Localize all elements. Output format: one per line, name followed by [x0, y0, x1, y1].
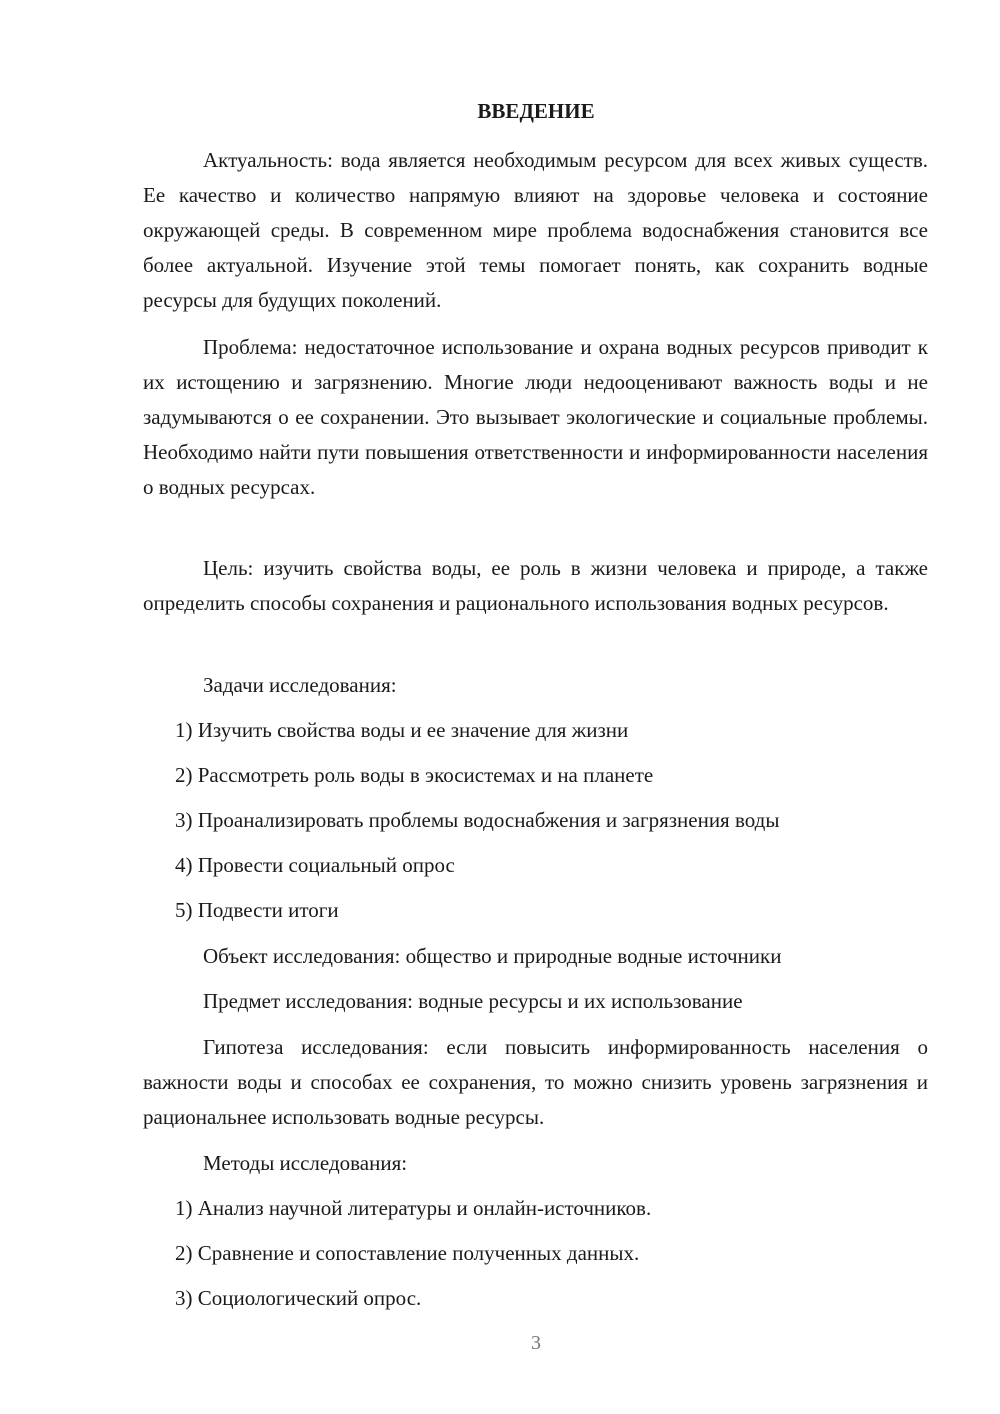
page-number: 3 [531, 1332, 541, 1354]
methods-heading: Методы исследования: [203, 1151, 408, 1175]
page-title: ВВЕДЕНИЕ [477, 99, 595, 123]
list-item: 3) Социологический опрос. [175, 1286, 422, 1310]
list-item: 3) Проанализировать проблемы водоснабжения и загрязнения воды [175, 808, 780, 832]
paragraph-relevance: Актуальность: вода является необходимым ресурсом для всех живых существ. Ее качество и количество напрямую влияют на здоровье человека и состояние окружающей среды. В современном мире проблема водоснабжения становится все более актуальной. Изучение этой темы помогает понять, как сохранить водные ресурсы для будущих поколений. [143, 148, 928, 312]
list-item: 5) Подвести итоги [175, 898, 339, 922]
list-item: 2) Рассмотреть роль воды в экосистемах и на планете [175, 763, 654, 787]
paragraph-goal: Цель: изучить свойства воды, ее роль в жизни человека и природе, а также определить способы сохранения и рационального использования водных ресурсов. [143, 556, 928, 615]
paragraph-object: Объект исследования: общество и природные водные источники [203, 944, 782, 968]
list-item: 2) Сравнение и сопоставление полученных данных. [175, 1241, 640, 1265]
tasks-heading: Задачи исследования: [203, 673, 397, 697]
paragraph-subject: Предмет исследования: водные ресурсы и их использование [203, 989, 743, 1013]
list-item: 1) Анализ научной литературы и онлайн-источников. [175, 1196, 652, 1220]
list-item: 1) Изучить свойства воды и ее значение для жизни [175, 718, 629, 742]
list-item: 4) Провести социальный опрос [175, 853, 455, 877]
paragraph-hypothesis: Гипотеза исследования: если повысить информированность населения о важности воды и способах ее сохранения, то можно снизить уровень загрязнения и рациональнее использовать водные ресурсы. [143, 1035, 928, 1129]
paragraph-problem: Проблема: недостаточное использование и охрана водных ресурсов приводит к их истощению и загрязнению. Многие люди недооценивают важность воды и не задумываются о ее сохранении. Это вызывает экологические и социальные проблемы. Необходимо найти пути повышения ответственности и информированности населения о водных ресурсах. [143, 335, 928, 499]
